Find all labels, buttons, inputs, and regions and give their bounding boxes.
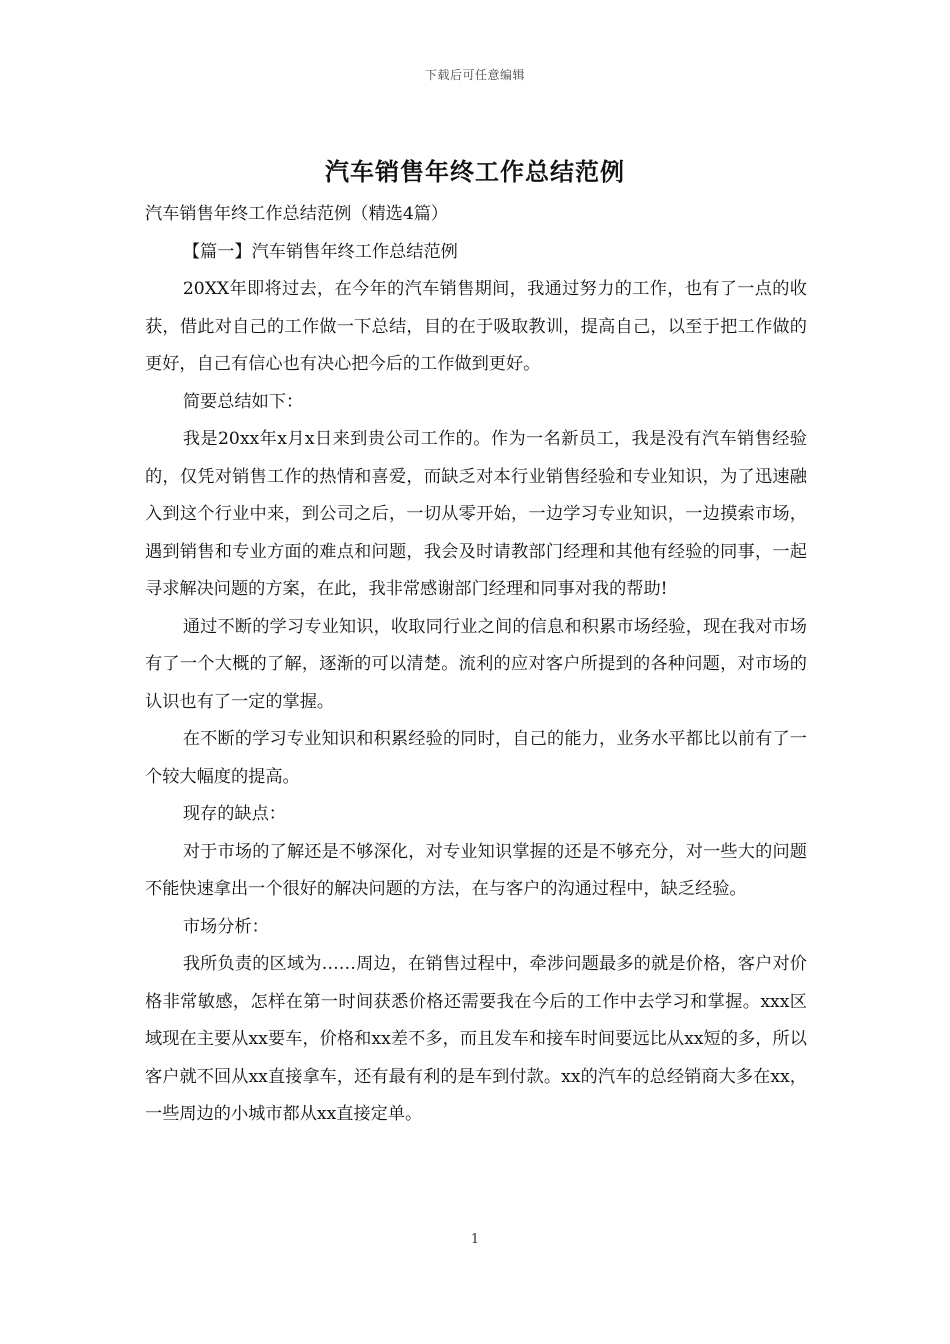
header-note: 下载后可任意编辑 xyxy=(424,68,525,82)
section-heading: 【篇一】汽车销售年终工作总结范例 xyxy=(182,241,458,262)
body-paragraph: 市场分析： xyxy=(182,916,269,937)
document-title: 汽车销售年终工作总结范例 xyxy=(325,157,625,186)
body-paragraph: 我所负责的区域为……周边，在销售过程中，牵涉问题最多的就是价格，客户对价格非常敏感，怎样在第一时间获悉价格还需要我在今后的工作中去学习和掌握。xxx区域现在主要从xx要车，价格和xx差不多，而且发车和接车时间要远比从xx短的多，所以客户就不回从xx直接拿车，还有最有利的是车到付款。xx的汽车的总经销商大多在xx，一些周边的小城市都从xx直接定单。 xyxy=(145,954,807,1124)
body-paragraph: 在不断的学习专业知识和积累经验的同时，自己的能力，业务水平都比以前有了一个较大幅度的提高。 xyxy=(145,729,807,787)
body-paragraph: 现存的缺点： xyxy=(182,804,286,824)
document-body xyxy=(145,196,807,1134)
body-paragraph: 对于市场的了解还是不够深化，对专业知识掌握的还是不够充分，对一些大的问题不能快速拿出一个很好的解决问题的方法，在与客户的沟通过程中，缺乏经验。 xyxy=(145,841,807,899)
body-paragraph: 20XX年即将过去，在今年的汽车销售期间，我通过努力的工作，也有了一点的收获，借此对自己的工作做一下总结，目的在于吸取教训，提高自己，以至于把工作做的更好，自己有信心也有决心把今后的工作做到更好。 xyxy=(145,279,807,374)
body-paragraph: 我是20xx年x月x日来到贵公司工作的。作为一名新员工，我是没有汽车销售经验的，仅凭对销售工作的热情和喜爱，而缺乏对本行业销售经验和专业知识，为了迅速融入到这个行业中来，到公司之后，一切从零开始，一边学习专业知识，一边摸索市场，遇到销售和专业方面的难点和问题，我会及时请教部门经理和其他有经验的同事，一起寻求解决问题的方案，在此，我非常感谢部门经理和同事对我的帮助! xyxy=(145,429,807,599)
body-paragraph: 通过不断的学习专业知识，收取同行业之间的信息和积累市场经验，现在我对市场有了一个大概的了解，逐渐的可以清楚。流利的应对客户所提到的各种问题，对市场的认识也有了一定的掌握。 xyxy=(145,616,807,712)
page-number: 1 xyxy=(470,1232,480,1247)
subtitle-paragraph: 汽车销售年终工作总结范例（精选4篇） xyxy=(145,204,449,224)
body-paragraph: 简要总结如下： xyxy=(182,391,304,412)
